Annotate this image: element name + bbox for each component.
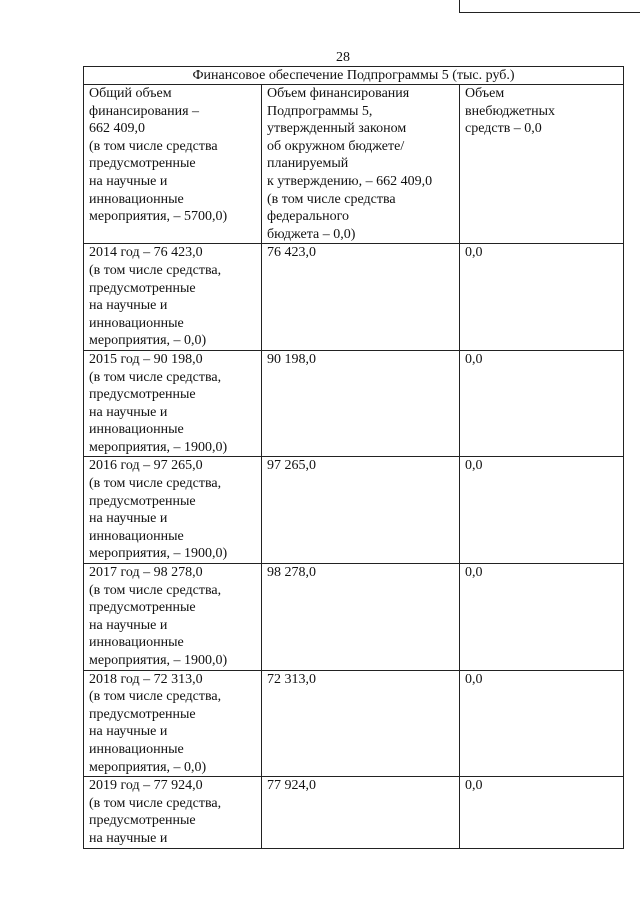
header-line: планируемый (267, 156, 349, 172)
header-line: федерального (267, 209, 350, 225)
cell-extra: 0,0 (460, 670, 624, 777)
cell-line: (в том числе средства, (89, 262, 222, 278)
cell-line: мероприятия, – 1900,0) (89, 439, 228, 455)
header-line: бюджета – 0,0) (267, 226, 356, 242)
header-line: внебюджетных (465, 103, 556, 119)
header-line: утвержденный законом (267, 121, 407, 137)
cell-line: на научные и (89, 830, 168, 846)
cell-approved: 97 265,0 (262, 457, 460, 564)
header-line: предусмотренные (89, 156, 196, 172)
cell-line: 2018 год – 72 313,0 (89, 671, 203, 687)
cell-line: 2015 год – 90 198,0 (89, 351, 203, 367)
header-line: инновационные (89, 191, 184, 207)
cell-approved: 90 198,0 (262, 350, 460, 457)
cell-extra: 0,0 (460, 777, 624, 848)
table-row (84, 457, 624, 564)
header-line: (в том числе средства (89, 138, 218, 154)
cell-line: предусмотренные (89, 600, 196, 616)
cell-line: предусмотренные (89, 706, 196, 722)
cell-line: мероприятия, – 0,0) (89, 333, 207, 349)
header-line: Объем финансирования (267, 86, 410, 101)
cell-line: 2019 год – 77 924,0 (89, 778, 203, 794)
header-line: (в том числе средства (267, 191, 396, 207)
cell-line: инновационные (89, 315, 184, 331)
page-number: 28 (336, 50, 350, 65)
cell-line: инновационные (89, 741, 184, 757)
cell-approved: 77 924,0 (262, 777, 460, 848)
cell-line: (в том числе средства, (89, 795, 222, 811)
header-line: мероприятия, – 5700,0) (89, 209, 228, 225)
header-line: Объем (465, 86, 505, 101)
cell-total (84, 564, 262, 671)
financing-table (83, 66, 624, 849)
cell-line: мероприятия, – 1900,0) (89, 653, 228, 668)
cell-line: предусмотренные (89, 280, 196, 296)
cell-line: предусмотренные (89, 813, 196, 829)
cell-line: 2014 год – 76 423,0 (89, 245, 203, 261)
header-approved-financing (262, 85, 460, 244)
cell-line: предусмотренные (89, 387, 196, 403)
table-row (84, 244, 624, 351)
table-row (84, 670, 624, 777)
header-line: на научные и (89, 173, 168, 189)
table-row (84, 564, 624, 671)
cell-line: (в том числе средства, (89, 689, 222, 705)
header-line: 662 409,0 (89, 121, 145, 137)
table-row (84, 350, 624, 457)
cell-line: 2016 год – 97 265,0 (89, 458, 203, 474)
header-line: к утверждению, – 662 409,0 (267, 173, 433, 189)
cell-line: инновационные (89, 635, 184, 651)
header-total-financing (84, 85, 262, 244)
table-row (84, 777, 624, 848)
cell-approved: 98 278,0 (262, 564, 460, 671)
cell-total (84, 244, 262, 351)
cell-line: (в том числе средства, (89, 582, 222, 598)
table-title: Финансовое обеспечение Подпрограммы 5 (тыс. руб.) (84, 67, 624, 85)
cell-line: (в том числе средства, (89, 369, 222, 385)
cell-line: инновационные (89, 528, 184, 544)
cell-line: (в том числе средства, (89, 476, 222, 492)
cell-total (84, 670, 262, 777)
header-line: Общий объем (89, 86, 172, 101)
cell-extra: 0,0 (460, 564, 624, 671)
table-header-row (84, 85, 624, 244)
header-line: Подпрограммы 5, (267, 103, 373, 119)
cell-approved: 72 313,0 (262, 670, 460, 777)
cell-line: на научные и (89, 617, 168, 633)
header-line: финансирования – (89, 103, 200, 119)
cell-approved: 76 423,0 (262, 244, 460, 351)
header-line: об окружном бюджете/ (267, 138, 405, 154)
header-line: средств – 0,0 (465, 121, 542, 137)
cell-line: на научные и (89, 298, 168, 314)
cell-line: на научные и (89, 511, 168, 527)
cell-total (84, 777, 262, 848)
cell-line: 2017 год – 98 278,0 (89, 565, 203, 581)
cell-line: на научные и (89, 404, 168, 420)
cell-extra: 0,0 (460, 244, 624, 351)
cell-line: на научные и (89, 724, 168, 740)
cell-total (84, 350, 262, 457)
cell-line: предусмотренные (89, 493, 196, 509)
cell-line: мероприятия, – 0,0) (89, 759, 207, 775)
cell-extra: 0,0 (460, 350, 624, 457)
cell-total (84, 457, 262, 564)
scan-corner-mark (459, 0, 640, 13)
cell-line: мероприятия, – 1900,0) (89, 546, 228, 562)
table-title-row (84, 67, 624, 85)
cell-extra: 0,0 (460, 457, 624, 564)
header-extra-budget (460, 85, 624, 244)
cell-line: инновационные (89, 422, 184, 438)
